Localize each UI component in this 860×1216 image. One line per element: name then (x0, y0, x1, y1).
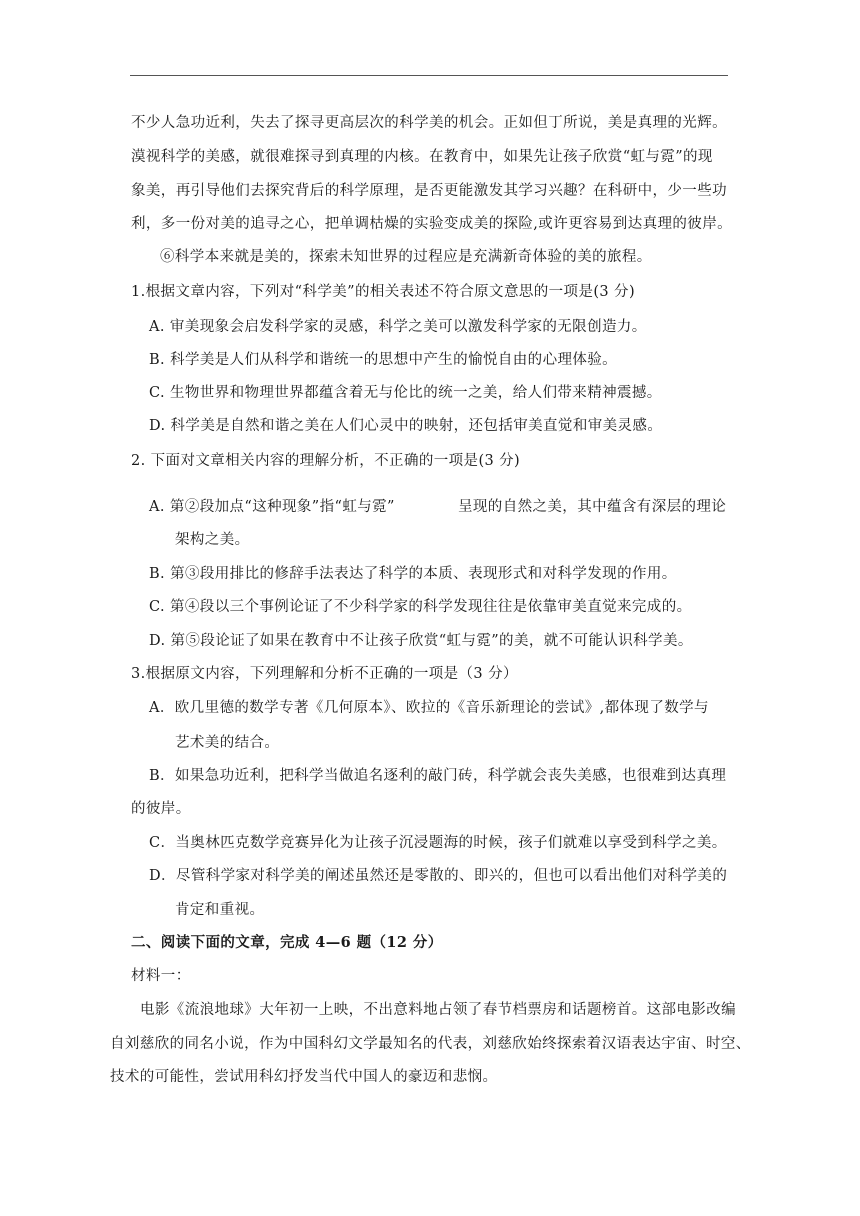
question-1-stem: 1.根据文章内容，下列对“科学美”的相关表述不符合原文意思的一项是(3 分) (131, 284, 636, 300)
material-line: 自刘慈欣的同名小说，作为中国科幻文学最知名的代表，刘慈欣始终探索着汉语表达宇宙、时空、 (110, 1036, 751, 1052)
paragraph-line: 不少人急功近利，失去了探寻更高层次的科学美的机会。正如但丁所说，美是真理的光辉。 (131, 115, 727, 131)
paragraph-6: ⑥科学本来就是美的，探索未知世界的过程应是充满新奇体验的美的旅程。 (160, 249, 652, 265)
question-2-option-a-part2: 呈现的自然之美，其中蕴含有深层的理论 (458, 499, 727, 515)
paragraph-line: 漠视科学的美感，就很难探寻到真理的内核。在教育中，如果先让孩子欣赏“虹与霓”的现 (131, 149, 713, 165)
question-3-option-b-cont: 的彼岸。 (131, 801, 191, 817)
paragraph-line: 象美，再引导他们去探究背后的科学原理，是否更能激发其学习兴趣？在科研中，少一些功 (131, 183, 727, 199)
question-2-option-b: B. 第③段用排比的修辞手法表达了科学的本质、表现形式和对科学发现的作用。 (149, 566, 677, 582)
question-3-option-a-cont: 艺术美的结合。 (175, 735, 280, 751)
question-3-option-c: C．当奥林匹克数学竞赛异化为让孩子沉浸题海的时候，孩子们就难以享受到科学之美。 (149, 835, 727, 851)
question-3-option-d-cont: 肯定和重视。 (175, 902, 265, 918)
question-1-option-c: C. 生物世界和物理世界都蕴含着无与伦比的统一之美，给人们带来精神震撼。 (149, 385, 662, 401)
material-label: 材料一： (131, 968, 191, 984)
material-line: 技术的可能性，尝试用科幻抒发当代中国人的豪迈和悲悯。 (110, 1069, 498, 1085)
section-2-heading: 二、阅读下面的文章，完成 4—6 题（12 分） (131, 934, 443, 951)
paragraph-line: 利，多一份对美的追寻之心，把单调枯燥的实验变成美的探险,或许更容易到达真理的彼岸。 (131, 216, 733, 232)
question-1-option-d: D. 科学美是自然和谐之美在人们心灵中的映射，还包括审美直觉和审美灵感。 (149, 418, 663, 434)
question-3-option-d: D．尽管科学家对科学美的阐述虽然还是零散的、即兴的，但也可以看出他们对科学美的 (149, 868, 728, 884)
question-2-option-a-part1: A. 第②段加点“这种现象”指“虹与霓” (149, 499, 395, 515)
question-3-option-a: A．欧几里德的数学专著《几何原本》、欧拉的《音乐新理论的尝试》,都体现了数学与 (149, 700, 709, 716)
question-2-stem: 2. 下面对文章相关内容的理解分析，不正确的一项是(3 分) (131, 453, 521, 469)
material-line: 电影《流浪地球》大年初一上映，不出意料地占领了春节档票房和话题榜首。这部电影改编 (140, 1002, 736, 1018)
question-2-option-d: D. 第⑤段论证了如果在教育中不让孩子欣赏“虹与霓”的美，就不可能认识科学美。 (149, 633, 693, 649)
question-2-option-a-cont: 架构之美。 (175, 532, 250, 548)
question-3-option-b: B．如果急功近利，把科学当做追名逐利的敲门砖，科学就会丧失美感，也很难到达真理 (149, 768, 727, 784)
question-1-option-b: B. 科学美是人们从科学和谐统一的思想中产生的愉悦自由的心理体验。 (149, 352, 618, 368)
question-1-option-a: A. 审美现象会启发科学家的灵感，科学之美可以激发科学家的无限创造力。 (149, 319, 647, 335)
header-rule (130, 75, 728, 76)
question-3-stem: 3.根据原文内容，下列理解和分析不正确的一项是（3 分） (131, 666, 518, 682)
question-2-option-c: C. 第④段以三个事例论证了不少科学家的科学发现往往是依靠审美直觉来完成的。 (149, 599, 692, 615)
